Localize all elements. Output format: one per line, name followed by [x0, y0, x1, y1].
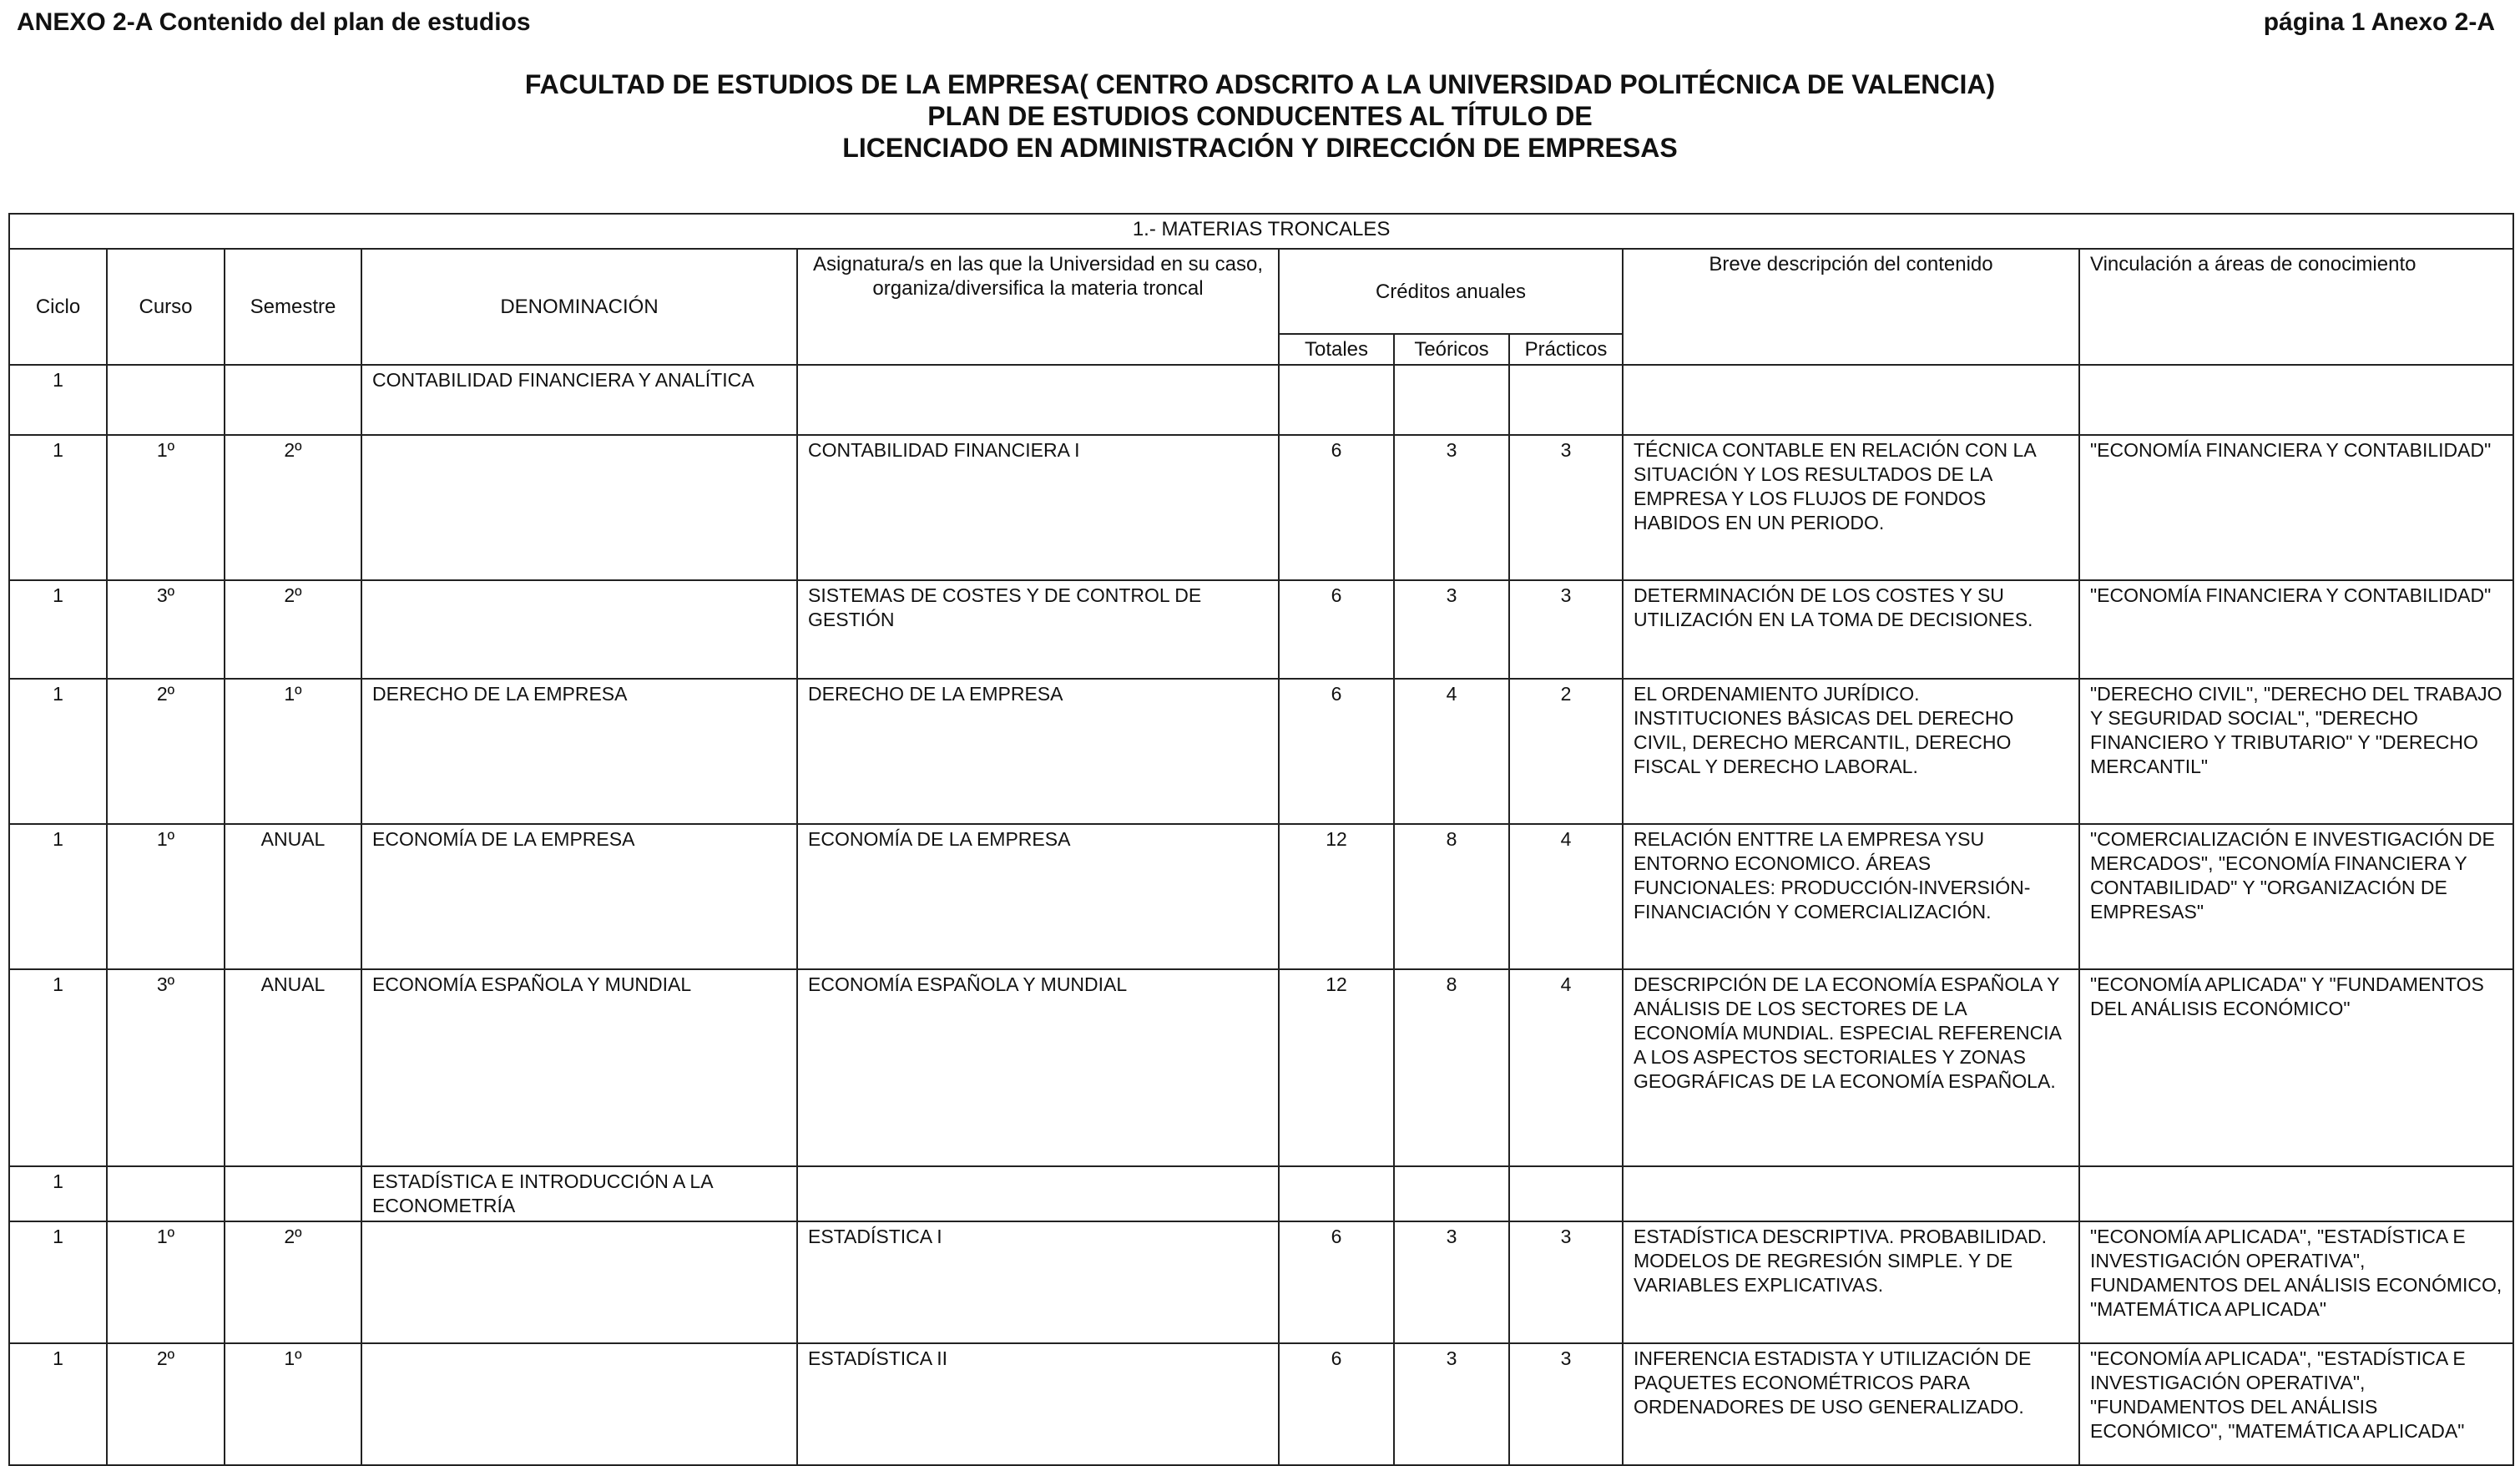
- cell-semestre: [225, 365, 361, 435]
- cell-practicos: [1509, 1166, 1623, 1221]
- cell-semestre: 2º: [225, 580, 361, 679]
- cell-vinculacion: "ECONOMÍA APLICADA", "ESTADÍSTICA E INVESTIGACIÓN OPERATIVA", FUNDAMENTOS DEL ANÁLISIS ECONÓMICO, "MATEMÁTICA APLICADA": [2079, 1221, 2513, 1343]
- cell-semestre: 1º: [225, 1343, 361, 1465]
- section-title: 1.- MATERIAS TRONCALES: [9, 214, 2513, 249]
- cell-teoricos: [1394, 1166, 1509, 1221]
- title-line-1: FACULTAD DE ESTUDIOS DE LA EMPRESA( CENTRO ADSCRITO A LA UNIVERSIDAD POLITÉCNICA DE VALENCIA): [524, 69, 1996, 99]
- table-row: [9, 1221, 2513, 1343]
- cell-teoricos: 8: [1394, 969, 1509, 1166]
- table-row: [9, 435, 2513, 580]
- cell-vinculacion: "ECONOMÍA APLICADA", "ESTADÍSTICA E INVESTIGACIÓN OPERATIVA", "FUNDAMENTOS DEL ANÁLISIS ECONÓMICO", "MATEMÁTICA APLICADA": [2079, 1343, 2513, 1465]
- cell-asignatura: [797, 1166, 1279, 1221]
- cell-teoricos: 3: [1394, 580, 1509, 679]
- col-descripcion: Breve descripción del contenido: [1623, 249, 2079, 365]
- cell-denominacion: ECONOMÍA ESPAÑOLA Y MUNDIAL: [361, 969, 797, 1166]
- cell-curso: 3º: [107, 969, 225, 1166]
- curriculum-table: [8, 213, 2514, 1466]
- cell-curso: [107, 365, 225, 435]
- table-row: [9, 1166, 2513, 1221]
- table-row: [9, 969, 2513, 1166]
- col-creditos: Créditos anuales: [1279, 249, 1623, 334]
- cell-practicos: 4: [1509, 824, 1623, 969]
- col-curso: Curso: [107, 249, 225, 365]
- cell-curso: [107, 1166, 225, 1221]
- cell-totales: 6: [1279, 1221, 1394, 1343]
- cell-totales: [1279, 365, 1394, 435]
- cell-semestre: 1º: [225, 679, 361, 824]
- cell-curso: 1º: [107, 1221, 225, 1343]
- cell-teoricos: [1394, 365, 1509, 435]
- cell-denominacion: ESTADÍSTICA E INTRODUCCIÓN A LA ECONOMETRÍA: [361, 1166, 797, 1221]
- cell-teoricos: 8: [1394, 824, 1509, 969]
- cell-ciclo: 1: [9, 1221, 107, 1343]
- cell-descripcion: RELACIÓN ENTTRE LA EMPRESA YSU ENTORNO ECONOMICO. ÁREAS FUNCIONALES: PRODUCCIÓN-INVERSIÓN-FINANCIACIÓN Y COMERCIALIZACIÓN.: [1623, 824, 2079, 969]
- cell-curso: 2º: [107, 679, 225, 824]
- column-header-row: [9, 249, 2513, 334]
- col-vinculacion: Vinculación a áreas de conocimiento: [2079, 249, 2513, 365]
- cell-practicos: [1509, 365, 1623, 435]
- cell-vinculacion: "DERECHO CIVIL", "DERECHO DEL TRABAJO Y SEGURIDAD SOCIAL", "DERECHO FINANCIERO Y TRIBUTARIO" Y "DERECHO MERCANTIL": [2079, 679, 2513, 824]
- cell-teoricos: 4: [1394, 679, 1509, 824]
- cell-asignatura: ESTADÍSTICA II: [797, 1343, 1279, 1465]
- cell-curso: 3º: [107, 580, 225, 679]
- cell-semestre: [225, 1166, 361, 1221]
- cell-totales: 6: [1279, 1343, 1394, 1465]
- cell-practicos: 2: [1509, 679, 1623, 824]
- cell-vinculacion: [2079, 365, 2513, 435]
- cell-practicos: 4: [1509, 969, 1623, 1166]
- col-denominacion: DENOMINACIÓN: [361, 249, 797, 365]
- cell-totales: 6: [1279, 580, 1394, 679]
- cell-descripcion: INFERENCIA ESTADISTA Y UTILIZACIÓN DE PAQUETES ECONOMÉTRICOS PARA ORDENADORES DE USO GENERALIZADO.: [1623, 1343, 2079, 1465]
- cell-vinculacion: "ECONOMÍA APLICADA" Y "FUNDAMENTOS DEL ANÁLISIS ECONÓMICO": [2079, 969, 2513, 1166]
- cell-semestre: ANUAL: [225, 824, 361, 969]
- col-asignatura: Asignatura/s en las que la Universidad en su caso, organiza/diversifica la materia troncal: [797, 249, 1279, 365]
- cell-denominacion: [361, 1343, 797, 1465]
- cell-denominacion: [361, 580, 797, 679]
- cell-descripcion: EL ORDENAMIENTO JURÍDICO. INSTITUCIONES BÁSICAS DEL DERECHO CIVIL, DERECHO MERCANTIL, DERECHO FISCAL Y DERECHO LABORAL.: [1623, 679, 2079, 824]
- cell-totales: [1279, 1166, 1394, 1221]
- cell-denominacion: [361, 435, 797, 580]
- cell-totales: 12: [1279, 824, 1394, 969]
- col-totales: Totales: [1279, 334, 1394, 365]
- cell-semestre: ANUAL: [225, 969, 361, 1166]
- cell-denominacion: [361, 1221, 797, 1343]
- cell-teoricos: 3: [1394, 1221, 1509, 1343]
- cell-curso: 1º: [107, 435, 225, 580]
- cell-descripcion: [1623, 1166, 2079, 1221]
- cell-vinculacion: [2079, 1166, 2513, 1221]
- document-title: [0, 68, 2520, 164]
- cell-curso: 1º: [107, 824, 225, 969]
- cell-vinculacion: "COMERCIALIZACIÓN E INVESTIGACIÓN DE MERCADOS", "ECONOMÍA FINANCIERA Y CONTABILIDAD" Y "ORGANIZACIÓN DE EMPRESAS": [2079, 824, 2513, 969]
- col-teoricos: Teóricos: [1394, 334, 1509, 365]
- table-row: [9, 1343, 2513, 1465]
- cell-denominacion: DERECHO DE LA EMPRESA: [361, 679, 797, 824]
- title-line-2: PLAN DE ESTUDIOS CONDUCENTES AL TÍTULO DE: [927, 101, 1593, 131]
- cell-descripcion: DETERMINACIÓN DE LOS COSTES Y SU UTILIZACIÓN EN LA TOMA DE DECISIONES.: [1623, 580, 2079, 679]
- cell-practicos: 3: [1509, 1221, 1623, 1343]
- cell-denominacion: CONTABILIDAD FINANCIERA Y ANALÍTICA: [361, 365, 797, 435]
- cell-ciclo: 1: [9, 824, 107, 969]
- cell-totales: 6: [1279, 435, 1394, 580]
- cell-vinculacion: "ECONOMÍA FINANCIERA Y CONTABILIDAD": [2079, 435, 2513, 580]
- cell-denominacion: ECONOMÍA DE LA EMPRESA: [361, 824, 797, 969]
- cell-teoricos: 3: [1394, 435, 1509, 580]
- col-semestre: Semestre: [225, 249, 361, 365]
- cell-asignatura: ECONOMÍA ESPAÑOLA Y MUNDIAL: [797, 969, 1279, 1166]
- cell-teoricos: 3: [1394, 1343, 1509, 1465]
- cell-ciclo: 1: [9, 1166, 107, 1221]
- table-row: [9, 580, 2513, 679]
- cell-vinculacion: "ECONOMÍA FINANCIERA Y CONTABILIDAD": [2079, 580, 2513, 679]
- cell-semestre: 2º: [225, 1221, 361, 1343]
- annex-title: ANEXO 2-A Contenido del plan de estudios: [17, 8, 531, 36]
- section-title-row: [9, 214, 2513, 249]
- cell-descripcion: [1623, 365, 2079, 435]
- table-row: [9, 679, 2513, 824]
- cell-ciclo: 1: [9, 365, 107, 435]
- cell-ciclo: 1: [9, 1343, 107, 1465]
- cell-asignatura: ECONOMÍA DE LA EMPRESA: [797, 824, 1279, 969]
- title-line-3: LICENCIADO EN ADMINISTRACIÓN Y DIRECCIÓN DE EMPRESAS: [842, 133, 1678, 163]
- cell-descripcion: TÉCNICA CONTABLE EN RELACIÓN CON LA SITUACIÓN Y LOS RESULTADOS DE LA EMPRESA Y LOS FLUJOS DE FONDOS HABIDOS EN UN PERIODO.: [1623, 435, 2079, 580]
- table-row: [9, 365, 2513, 435]
- cell-ciclo: 1: [9, 679, 107, 824]
- cell-ciclo: 1: [9, 969, 107, 1166]
- cell-asignatura: SISTEMAS DE COSTES Y DE CONTROL DE GESTIÓN: [797, 580, 1279, 679]
- page-number: página 1 Anexo 2-A: [2263, 8, 2495, 36]
- cell-descripcion: DESCRIPCIÓN DE LA ECONOMÍA ESPAÑOLA Y ANÁLISIS DE LOS SECTORES DE LA ECONOMÍA MUNDIAL. ESPECIAL REFERENCIA A LOS ASPECTOS SECTORIALES Y ZONAS GEOGRÁFICAS DE LA ECONOMÍA ESPAÑOLA.: [1623, 969, 2079, 1166]
- cell-semestre: 2º: [225, 435, 361, 580]
- cell-asignatura: ESTADÍSTICA I: [797, 1221, 1279, 1343]
- cell-asignatura: [797, 365, 1279, 435]
- cell-practicos: 3: [1509, 1343, 1623, 1465]
- table-row: [9, 824, 2513, 969]
- cell-ciclo: 1: [9, 435, 107, 580]
- cell-practicos: 3: [1509, 435, 1623, 580]
- cell-asignatura: CONTABILIDAD FINANCIERA I: [797, 435, 1279, 580]
- cell-curso: 2º: [107, 1343, 225, 1465]
- col-practicos: Prácticos: [1509, 334, 1623, 365]
- cell-asignatura: DERECHO DE LA EMPRESA: [797, 679, 1279, 824]
- cell-ciclo: 1: [9, 580, 107, 679]
- cell-descripcion: ESTADÍSTICA DESCRIPTIVA. PROBABILIDAD. MODELOS DE REGRESIÓN SIMPLE. Y DE VARIABLES EXPLICATIVAS.: [1623, 1221, 2079, 1343]
- col-ciclo: Ciclo: [9, 249, 107, 365]
- cell-practicos: 3: [1509, 580, 1623, 679]
- cell-totales: 12: [1279, 969, 1394, 1166]
- cell-totales: 6: [1279, 679, 1394, 824]
